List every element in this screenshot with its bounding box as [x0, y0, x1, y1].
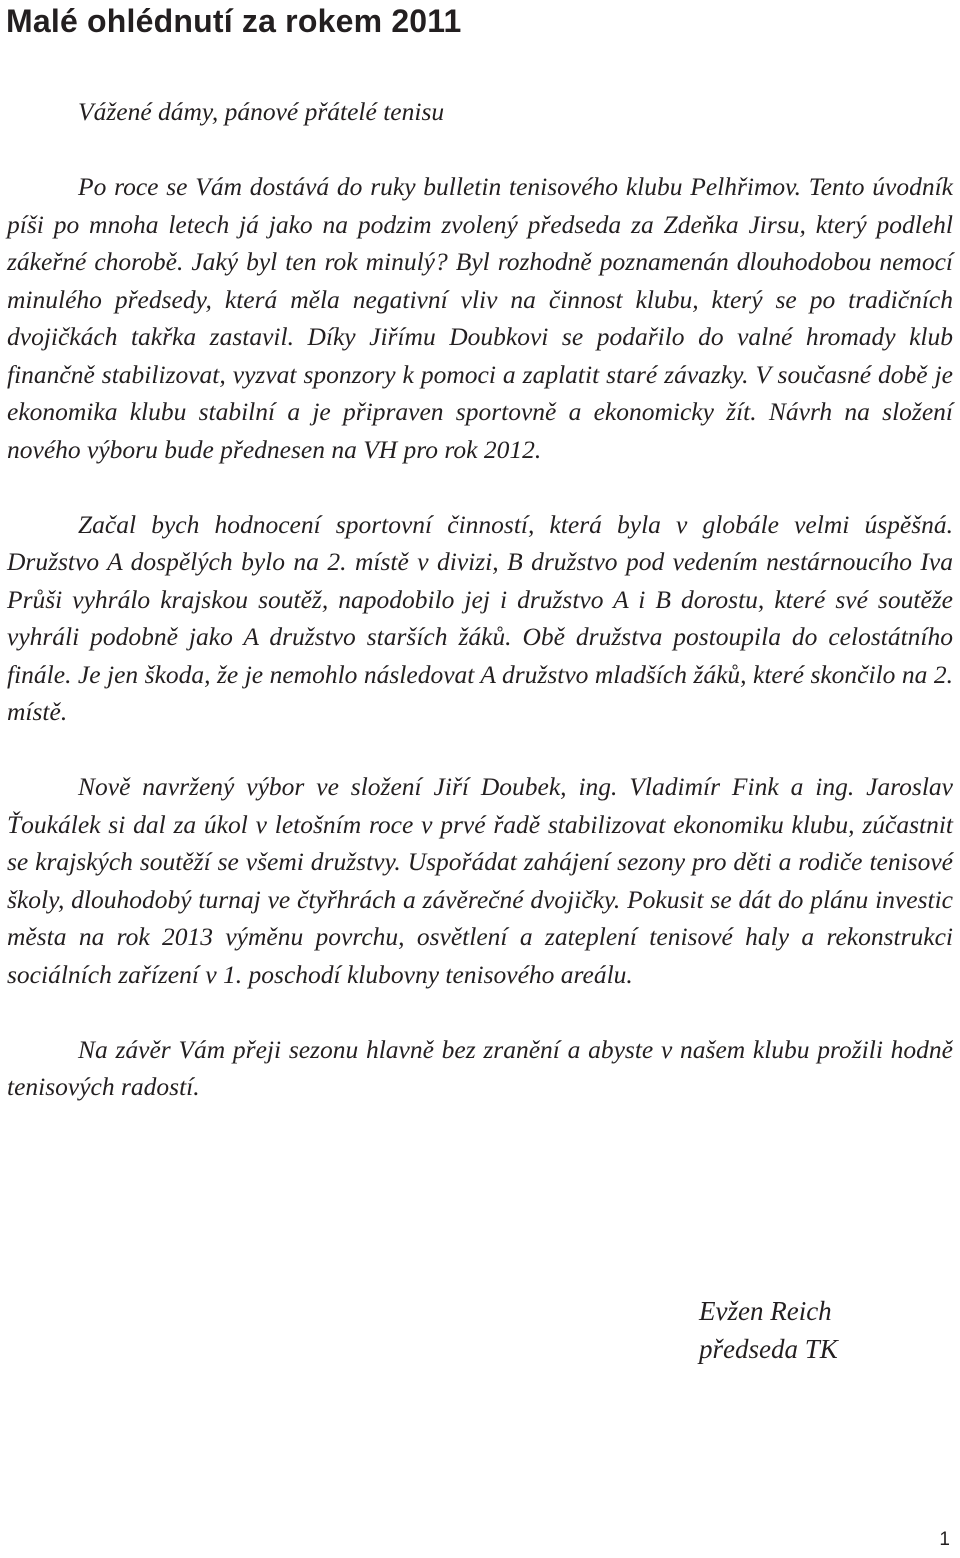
paragraph-closing: Na závěr Vám přeji sezonu hlavně bez zranění a abyste v našem klubu prožili hodně tenisových radostí. — [7, 1034, 953, 1101]
paragraph-plans: Nově navržený výbor ve složení Jiří Doubek, ing. Vladimír Fink a ing. Jaroslav Ťoukálek si dal za úkol v letošním roce v prvé řadě stabilizovat ekonomiku klubu, zúčastnit se krajských soutěží se všemi družstvy. Uspořádat zahájení sezony pro děti a rodiče tenisové školy, dlouhodobý turnaj ve čtyřhrách a závěrečné dvojičky. Pokusit se dát do plánu investic města na rok 2013 výměnu povrchu, osvětlení a zateplení tenisové haly a rekonstrukci sociálních zařízení v 1. poschodí klubovny tenisového areálu. — [7, 772, 953, 989]
signature-block — [699, 1292, 838, 1368]
page-number: 1 — [939, 1529, 950, 1550]
signature-role: předseda TK — [699, 1334, 838, 1364]
paragraph-sports: Začal bych hodnocení sportovní činností, která byla v globále velmi úspěšná. Družstvo A dospělých bylo na 2. místě v divizi, B družstvo pod vedením nestárnoucího Iva Průši vyhrálo krajskou soutěž, napodobilo jej i družstvo A i B dorostu, které své soutěže vyhráli podobně jako A družstvo starších žáků. Obě družstva postoupila do celostátního finále. Je jen škoda, že je nemohlo následovat A družstvo mladších žáků, které skončilo na 2. místě. — [7, 509, 953, 726]
page-title: Malé ohlédnutí za rokem 2011 — [6, 3, 462, 39]
paragraph-intro: Po roce se Vám dostává do ruky bulletin tenisového klubu Pelhřimov. Tento úvodník píši po mnoha letech já jako na podzim zvolený předseda za Zdeňka Jirsu, který podlehl zákeřné chorobě. Jaký byl ten rok minulý? Byl rozhodně poznamenán dlouhodobou nemocí minulého předsedy, která měla negativní vliv na činnost klubu, který se po tradičních dvojičkách takřka zastavil. Díky Jiřímu Doubkovi se podařilo do valné hromady klub finančně stabilizovat, vyzvat sponzory k pomoci a zaplatit staré závazky. V současné době je ekonomika klubu stabilní a je připraven sportovně a ekonomicky žít. Návrh na složení nového výboru bude přednesen na VH pro rok 2012. — [7, 172, 953, 464]
greeting: Vážené dámy, pánové přátelé tenisu — [78, 97, 445, 126]
signature-name: Evžen Reich — [699, 1296, 832, 1326]
letter-body — [7, 93, 953, 1106]
